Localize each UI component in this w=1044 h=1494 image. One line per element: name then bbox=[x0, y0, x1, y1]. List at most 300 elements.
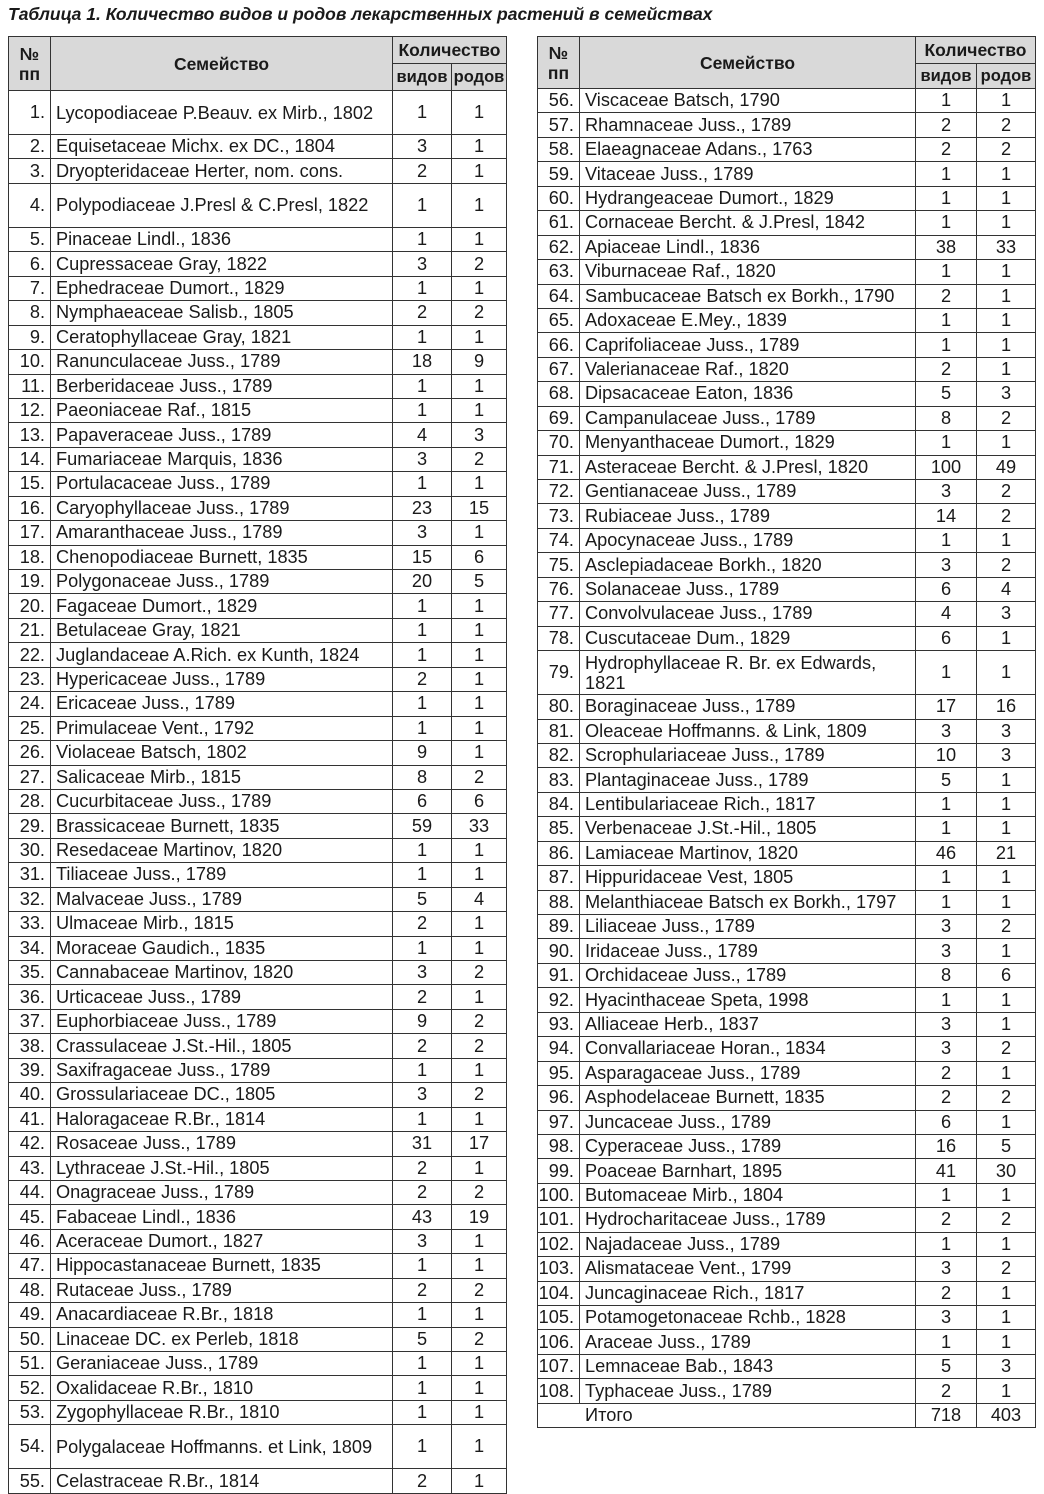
table-row bbox=[538, 186, 1036, 210]
table-row bbox=[9, 1034, 507, 1058]
family-name: Lythraceae J.St.-Hil., 1805 bbox=[51, 1156, 393, 1180]
species-count: 2 bbox=[393, 985, 452, 1009]
row-number: 78. bbox=[538, 626, 580, 650]
species-count: 1 bbox=[916, 333, 977, 357]
species-count: 2 bbox=[393, 1469, 452, 1493]
table-row bbox=[9, 135, 507, 159]
family-name: Hyacinthaceae Speta, 1998 bbox=[580, 988, 916, 1012]
table-row bbox=[538, 1183, 1036, 1207]
table-row bbox=[9, 1132, 507, 1156]
row-number: 42. bbox=[9, 1132, 51, 1156]
table-row bbox=[538, 235, 1036, 259]
species-count: 1 bbox=[393, 1254, 452, 1278]
table-row bbox=[9, 398, 507, 422]
species-count: 3 bbox=[916, 939, 977, 963]
family-name: Poaceae Barnhart, 1895 bbox=[580, 1159, 916, 1183]
family-name: Ericaceae Juss., 1789 bbox=[51, 692, 393, 716]
row-number: 29. bbox=[9, 814, 51, 838]
family-name: Hippuridaceae Vest, 1805 bbox=[580, 866, 916, 890]
family-name: Rosaceae Juss., 1789 bbox=[51, 1132, 393, 1156]
genera-count: 1 bbox=[452, 985, 507, 1009]
family-name: Fabaceae Lindl., 1836 bbox=[51, 1205, 393, 1229]
family-name: Rubiaceae Juss., 1789 bbox=[580, 504, 916, 528]
table-row bbox=[538, 651, 1036, 695]
family-name: Convolvulaceae Juss., 1789 bbox=[580, 602, 916, 626]
family-name: Nymphaeaceae Salisb., 1805 bbox=[51, 301, 393, 325]
genera-count: 1 bbox=[452, 1425, 507, 1469]
species-count: 16 bbox=[916, 1134, 977, 1158]
genera-count: 1 bbox=[977, 1232, 1036, 1256]
row-number: 15. bbox=[9, 472, 51, 496]
table-row bbox=[9, 1205, 507, 1229]
species-count: 1 bbox=[916, 988, 977, 1012]
row-number: 19. bbox=[9, 570, 51, 594]
row-number: 39. bbox=[9, 1058, 51, 1082]
count-header: Количество bbox=[916, 37, 1036, 64]
genera-count: 2 bbox=[452, 1034, 507, 1058]
row-number: 52. bbox=[9, 1376, 51, 1400]
genera-count: 1 bbox=[452, 912, 507, 936]
row-number: 70. bbox=[538, 431, 580, 455]
genera-count: 1 bbox=[977, 186, 1036, 210]
table-row bbox=[9, 863, 507, 887]
table-row bbox=[538, 137, 1036, 161]
row-number: 18. bbox=[9, 545, 51, 569]
genera-count: 2 bbox=[977, 1086, 1036, 1110]
row-number: 69. bbox=[538, 406, 580, 430]
table-row bbox=[538, 1208, 1036, 1232]
table-row bbox=[9, 912, 507, 936]
row-number: 102. bbox=[538, 1232, 580, 1256]
table-row bbox=[538, 1134, 1036, 1158]
genera-count: 1 bbox=[452, 159, 507, 183]
table-row bbox=[9, 1469, 507, 1493]
table-row bbox=[538, 260, 1036, 284]
species-count: 3 bbox=[916, 719, 977, 743]
genera-count: 1 bbox=[452, 325, 507, 349]
genera-count: 2 bbox=[977, 915, 1036, 939]
row-number: 58. bbox=[538, 137, 580, 161]
table-row bbox=[538, 915, 1036, 939]
genera-count: 1 bbox=[977, 1110, 1036, 1134]
row-number: 75. bbox=[538, 553, 580, 577]
family-name: Papaveraceae Juss., 1789 bbox=[51, 423, 393, 447]
genera-count: 1 bbox=[452, 276, 507, 300]
genera-count: 2 bbox=[977, 406, 1036, 430]
family-name: Rhamnaceae Juss., 1789 bbox=[580, 113, 916, 137]
family-name: Anacardiaceae R.Br., 1818 bbox=[51, 1303, 393, 1327]
family-name: Boraginaceae Juss., 1789 bbox=[580, 695, 916, 719]
family-name: Berberidaceae Juss., 1789 bbox=[51, 374, 393, 398]
family-name: Ulmaceae Mirb., 1815 bbox=[51, 912, 393, 936]
genera-count: 1 bbox=[977, 866, 1036, 890]
genera-count: 1 bbox=[452, 618, 507, 642]
species-count: 2 bbox=[393, 912, 452, 936]
species-count: 1 bbox=[393, 227, 452, 251]
genera-count: 5 bbox=[977, 1134, 1036, 1158]
genera-header: родов bbox=[977, 64, 1036, 89]
row-number: 20. bbox=[9, 594, 51, 618]
genera-count: 1 bbox=[977, 308, 1036, 332]
species-count: 1 bbox=[393, 325, 452, 349]
species-count: 43 bbox=[393, 1205, 452, 1229]
species-count: 1 bbox=[393, 183, 452, 227]
table-row bbox=[538, 333, 1036, 357]
family-name: Potamogetonaceae Rchb., 1828 bbox=[580, 1306, 916, 1330]
row-number: 105. bbox=[538, 1306, 580, 1330]
genera-count: 1 bbox=[452, 741, 507, 765]
genera-count: 1 bbox=[977, 89, 1036, 113]
genera-count: 2 bbox=[977, 553, 1036, 577]
table-row bbox=[9, 1058, 507, 1082]
row-number: 95. bbox=[538, 1061, 580, 1085]
row-number: 74. bbox=[538, 528, 580, 552]
genera-count: 6 bbox=[452, 789, 507, 813]
table-row bbox=[9, 1352, 507, 1376]
genera-count: 1 bbox=[452, 1229, 507, 1253]
table-row bbox=[9, 765, 507, 789]
table-row bbox=[9, 276, 507, 300]
table-row bbox=[538, 1086, 1036, 1110]
species-count: 3 bbox=[916, 1012, 977, 1036]
left-table bbox=[8, 36, 507, 1494]
table-row bbox=[538, 406, 1036, 430]
genera-count: 2 bbox=[977, 137, 1036, 161]
species-count: 1 bbox=[916, 651, 977, 695]
species-count: 3 bbox=[916, 480, 977, 504]
row-number: 11. bbox=[9, 374, 51, 398]
table-row bbox=[538, 890, 1036, 914]
family-name: Betulaceae Gray, 1821 bbox=[51, 618, 393, 642]
genera-count: 1 bbox=[452, 643, 507, 667]
row-number: 68. bbox=[538, 382, 580, 406]
table-row bbox=[538, 89, 1036, 113]
table-row bbox=[9, 374, 507, 398]
genera-count: 3 bbox=[977, 719, 1036, 743]
family-name: Menyanthaceae Dumort., 1829 bbox=[580, 431, 916, 455]
row-number: 83. bbox=[538, 768, 580, 792]
genera-count: 1 bbox=[452, 1058, 507, 1082]
row-number: 9. bbox=[9, 325, 51, 349]
genera-count: 1 bbox=[452, 227, 507, 251]
species-count: 3 bbox=[393, 135, 452, 159]
family-name: Urticaceae Juss., 1789 bbox=[51, 985, 393, 1009]
species-count: 1 bbox=[916, 162, 977, 186]
table-row bbox=[9, 252, 507, 276]
species-count: 23 bbox=[393, 496, 452, 520]
family-name: Caryophyllaceae Juss., 1789 bbox=[51, 496, 393, 520]
species-count: 3 bbox=[393, 521, 452, 545]
row-number: 44. bbox=[9, 1180, 51, 1204]
species-count: 4 bbox=[916, 602, 977, 626]
row-number: 55. bbox=[9, 1469, 51, 1493]
table-row bbox=[538, 553, 1036, 577]
species-count: 1 bbox=[393, 398, 452, 422]
family-header: Семейство bbox=[51, 37, 393, 91]
row-number: 34. bbox=[9, 936, 51, 960]
family-name: Salicaceae Mirb., 1815 bbox=[51, 765, 393, 789]
family-name: Adoxaceae E.Mey., 1839 bbox=[580, 308, 916, 332]
genera-count: 1 bbox=[977, 333, 1036, 357]
row-number: 99. bbox=[538, 1159, 580, 1183]
genera-count: 1 bbox=[977, 357, 1036, 381]
species-count: 1 bbox=[393, 594, 452, 618]
row-number: 10. bbox=[9, 350, 51, 374]
family-name: Euphorbiaceae Juss., 1789 bbox=[51, 1009, 393, 1033]
species-count: 20 bbox=[393, 570, 452, 594]
table-row bbox=[9, 692, 507, 716]
row-number: 4. bbox=[9, 183, 51, 227]
family-name: Chenopodiaceae Burnett, 1835 bbox=[51, 545, 393, 569]
species-count: 46 bbox=[916, 841, 977, 865]
family-name: Fumariaceae Marquis, 1836 bbox=[51, 447, 393, 471]
family-name: Plantaginaceae Juss., 1789 bbox=[580, 768, 916, 792]
species-count: 1 bbox=[393, 1376, 452, 1400]
table-row bbox=[9, 789, 507, 813]
table-row bbox=[9, 667, 507, 691]
row-number: 21. bbox=[9, 618, 51, 642]
family-name: Najadaceae Juss., 1789 bbox=[580, 1232, 916, 1256]
table-row bbox=[9, 643, 507, 667]
genera-count: 1 bbox=[977, 817, 1036, 841]
table-row bbox=[538, 1379, 1036, 1403]
row-number: 27. bbox=[9, 765, 51, 789]
table-row bbox=[9, 961, 507, 985]
genera-count: 1 bbox=[452, 91, 507, 135]
species-count: 59 bbox=[393, 814, 452, 838]
species-count: 14 bbox=[916, 504, 977, 528]
table-row bbox=[538, 963, 1036, 987]
table-row bbox=[538, 1012, 1036, 1036]
total-label: Итого bbox=[538, 1403, 916, 1427]
species-count: 3 bbox=[393, 447, 452, 471]
genera-count: 1 bbox=[977, 792, 1036, 816]
family-name: Pinaceae Lindl., 1836 bbox=[51, 227, 393, 251]
family-name: Polygonaceae Juss., 1789 bbox=[51, 570, 393, 594]
family-name: Fagaceae Dumort., 1829 bbox=[51, 594, 393, 618]
row-number: 87. bbox=[538, 866, 580, 890]
family-name: Asphodelaceae Burnett, 1835 bbox=[580, 1086, 916, 1110]
species-count: 1 bbox=[916, 1183, 977, 1207]
family-name: Alismataceae Vent., 1799 bbox=[580, 1257, 916, 1281]
row-number: 62. bbox=[538, 235, 580, 259]
species-count: 2 bbox=[916, 284, 977, 308]
table-row bbox=[538, 1037, 1036, 1061]
family-name: Cyperaceae Juss., 1789 bbox=[580, 1134, 916, 1158]
genera-count: 2 bbox=[452, 1009, 507, 1033]
species-count: 1 bbox=[393, 374, 452, 398]
family-name: Liliaceae Juss., 1789 bbox=[580, 915, 916, 939]
row-number: 108. bbox=[538, 1379, 580, 1403]
row-number: 101. bbox=[538, 1208, 580, 1232]
family-name: Cuscutaceae Dum., 1829 bbox=[580, 626, 916, 650]
row-number: 26. bbox=[9, 741, 51, 765]
table-row bbox=[538, 1306, 1036, 1330]
genera-count: 1 bbox=[452, 716, 507, 740]
genera-count: 2 bbox=[977, 1257, 1036, 1281]
family-name: Elaeagnaceae Adans., 1763 bbox=[580, 137, 916, 161]
row-number: 49. bbox=[9, 1303, 51, 1327]
family-name: Paeoniaceae Raf., 1815 bbox=[51, 398, 393, 422]
genera-count: 3 bbox=[977, 382, 1036, 406]
table-row bbox=[9, 1278, 507, 1302]
species-count: 3 bbox=[916, 1037, 977, 1061]
genera-count: 15 bbox=[452, 496, 507, 520]
genera-count: 1 bbox=[977, 528, 1036, 552]
species-count: 38 bbox=[916, 235, 977, 259]
family-name: Celastraceae R.Br., 1814 bbox=[51, 1469, 393, 1493]
table-row bbox=[9, 1156, 507, 1180]
row-number: 31. bbox=[9, 863, 51, 887]
genera-count: 2 bbox=[977, 1037, 1036, 1061]
family-name: Juglandaceae A.Rich. ex Kunth, 1824 bbox=[51, 643, 393, 667]
family-name: Juncaginaceae Rich., 1817 bbox=[580, 1281, 916, 1305]
species-count: 6 bbox=[916, 577, 977, 601]
family-name: Moraceae Gaudich., 1835 bbox=[51, 936, 393, 960]
row-number: 94. bbox=[538, 1037, 580, 1061]
table-row bbox=[538, 431, 1036, 455]
family-name: Onagraceae Juss., 1789 bbox=[51, 1180, 393, 1204]
row-number: 53. bbox=[9, 1400, 51, 1424]
row-number: 33. bbox=[9, 912, 51, 936]
family-name: Ceratophyllaceae Gray, 1821 bbox=[51, 325, 393, 349]
family-name: Hypericaceae Juss., 1789 bbox=[51, 667, 393, 691]
species-count: 4 bbox=[393, 423, 452, 447]
genera-count: 1 bbox=[452, 135, 507, 159]
species-count: 3 bbox=[393, 252, 452, 276]
row-number: 91. bbox=[538, 963, 580, 987]
genera-count: 1 bbox=[452, 1107, 507, 1131]
table-row bbox=[9, 1107, 507, 1131]
species-count: 8 bbox=[393, 765, 452, 789]
species-count: 1 bbox=[916, 431, 977, 455]
family-name: Rutaceae Juss., 1789 bbox=[51, 1278, 393, 1302]
row-number: 1. bbox=[9, 91, 51, 135]
species-count: 8 bbox=[916, 406, 977, 430]
species-count: 1 bbox=[393, 618, 452, 642]
row-number: 61. bbox=[538, 211, 580, 235]
family-name: Lycopodiaceae P.Beauv. ex Mirb., 1802 bbox=[51, 91, 393, 135]
table-row bbox=[9, 594, 507, 618]
genera-count: 1 bbox=[977, 431, 1036, 455]
genera-count: 1 bbox=[452, 1400, 507, 1424]
header-row bbox=[538, 37, 1036, 64]
species-count: 2 bbox=[393, 1278, 452, 1302]
genera-count: 3 bbox=[977, 602, 1036, 626]
genera-count: 1 bbox=[452, 374, 507, 398]
table-row bbox=[9, 447, 507, 471]
row-number: 45. bbox=[9, 1205, 51, 1229]
species-count: 2 bbox=[916, 1379, 977, 1403]
row-number: 41. bbox=[9, 1107, 51, 1131]
table-row bbox=[9, 521, 507, 545]
num-header: № пп bbox=[538, 37, 580, 89]
family-name: Brassicaceae Burnett, 1835 bbox=[51, 814, 393, 838]
row-number: 46. bbox=[9, 1229, 51, 1253]
row-number: 56. bbox=[538, 89, 580, 113]
row-number: 96. bbox=[538, 1086, 580, 1110]
table-row bbox=[538, 626, 1036, 650]
family-name: Viscaceae Batsch, 1790 bbox=[580, 89, 916, 113]
species-count: 1 bbox=[916, 528, 977, 552]
family-name: Dipsacaceae Eaton, 1836 bbox=[580, 382, 916, 406]
table-row bbox=[9, 159, 507, 183]
row-number: 14. bbox=[9, 447, 51, 471]
header-row bbox=[9, 37, 507, 64]
family-name: Caprifoliaceae Juss., 1789 bbox=[580, 333, 916, 357]
total-species: 718 bbox=[916, 1403, 977, 1427]
table-row bbox=[538, 792, 1036, 816]
row-number: 28. bbox=[9, 789, 51, 813]
family-name: Amaranthaceae Juss., 1789 bbox=[51, 521, 393, 545]
table-row bbox=[538, 743, 1036, 767]
species-count: 6 bbox=[916, 626, 977, 650]
row-number: 47. bbox=[9, 1254, 51, 1278]
genera-count: 17 bbox=[452, 1132, 507, 1156]
family-name: Campanulaceae Juss., 1789 bbox=[580, 406, 916, 430]
species-count: 1 bbox=[393, 91, 452, 135]
species-count: 31 bbox=[393, 1132, 452, 1156]
species-count: 3 bbox=[393, 1229, 452, 1253]
family-name: Geraniaceae Juss., 1789 bbox=[51, 1352, 393, 1376]
family-name: Scrophulariaceae Juss., 1789 bbox=[580, 743, 916, 767]
table-row bbox=[538, 988, 1036, 1012]
table-row bbox=[9, 1229, 507, 1253]
table-row bbox=[9, 1254, 507, 1278]
row-number: 57. bbox=[538, 113, 580, 137]
row-number: 50. bbox=[9, 1327, 51, 1351]
row-number: 48. bbox=[9, 1278, 51, 1302]
table-row bbox=[9, 1083, 507, 1107]
row-number: 97. bbox=[538, 1110, 580, 1134]
genera-count: 1 bbox=[452, 667, 507, 691]
genera-count: 1 bbox=[977, 768, 1036, 792]
family-header: Семейство bbox=[580, 37, 916, 89]
table-row bbox=[538, 382, 1036, 406]
genera-count: 9 bbox=[452, 350, 507, 374]
table-row bbox=[538, 1232, 1036, 1256]
species-count: 41 bbox=[916, 1159, 977, 1183]
row-number: 3. bbox=[9, 159, 51, 183]
species-count: 1 bbox=[916, 308, 977, 332]
genera-count: 21 bbox=[977, 841, 1036, 865]
genera-count: 2 bbox=[452, 961, 507, 985]
species-count: 100 bbox=[916, 455, 977, 479]
family-name: Polygalaceae Hoffmanns. et Link, 1809 bbox=[51, 1425, 393, 1469]
family-name: Aceraceae Dumort., 1827 bbox=[51, 1229, 393, 1253]
genera-count: 1 bbox=[452, 594, 507, 618]
genera-count: 1 bbox=[977, 939, 1036, 963]
family-name: Vitaceae Juss., 1789 bbox=[580, 162, 916, 186]
family-name: Apiaceae Lindl., 1836 bbox=[580, 235, 916, 259]
row-number: 107. bbox=[538, 1354, 580, 1378]
row-number: 76. bbox=[538, 577, 580, 601]
species-count: 1 bbox=[393, 716, 452, 740]
species-count: 5 bbox=[393, 1327, 452, 1351]
row-number: 17. bbox=[9, 521, 51, 545]
family-name: Asteraceae Bercht. & J.Presl, 1820 bbox=[580, 455, 916, 479]
family-name: Hydrophyllaceae R. Br. ex Edwards, 1821 bbox=[580, 651, 916, 695]
family-name: Verbenaceae J.St.-Hil., 1805 bbox=[580, 817, 916, 841]
genera-count: 4 bbox=[977, 577, 1036, 601]
species-count: 10 bbox=[916, 743, 977, 767]
genera-count: 1 bbox=[452, 863, 507, 887]
species-count: 3 bbox=[916, 1306, 977, 1330]
species-count: 2 bbox=[916, 137, 977, 161]
table-row bbox=[9, 91, 507, 135]
row-number: 13. bbox=[9, 423, 51, 447]
species-count: 2 bbox=[393, 1180, 452, 1204]
